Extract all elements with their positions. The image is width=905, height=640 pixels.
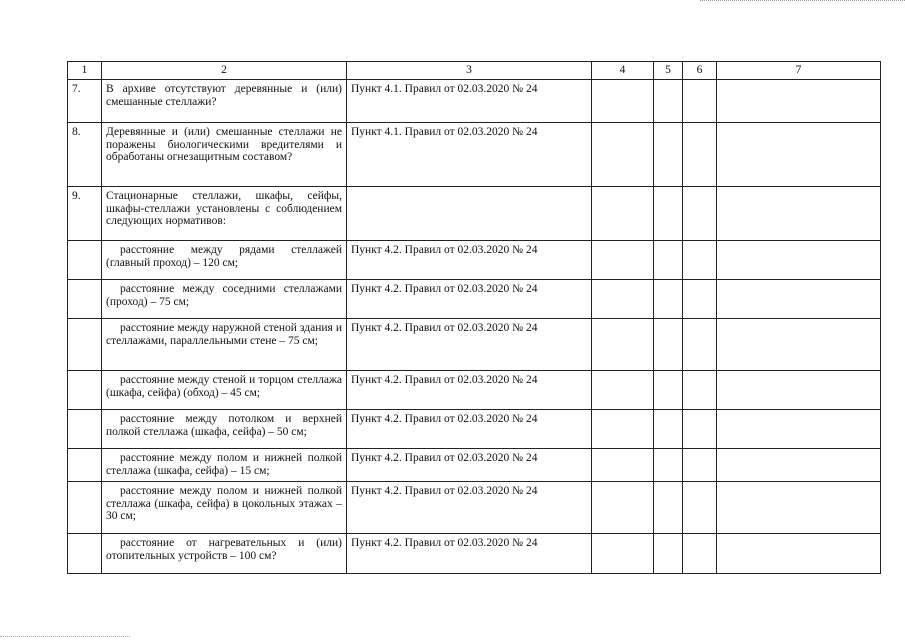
reference-cell: Пункт 4.2. Правил от 02.03.2020 № 24: [347, 371, 592, 410]
answer-cell-4[interactable]: [592, 410, 654, 449]
reference-cell: [347, 187, 592, 241]
row-number: [68, 482, 102, 534]
row-number: [68, 280, 102, 319]
answer-cell-5[interactable]: [654, 410, 683, 449]
answer-cell-4[interactable]: [592, 449, 654, 482]
question-cell: Деревянные и (или) смешанные стеллажи не поражены биологическими вредителями и обработаны огнезащитным составом?: [102, 123, 347, 187]
note-cell[interactable]: [717, 187, 881, 241]
row-number: 8.: [68, 123, 102, 187]
answer-cell-5[interactable]: [654, 80, 683, 123]
scan-edge-bottom: [0, 636, 130, 638]
table-row: [68, 187, 881, 241]
answer-cell-6[interactable]: [683, 410, 717, 449]
answer-cell-6[interactable]: [683, 280, 717, 319]
answer-cell-4[interactable]: [592, 241, 654, 280]
question-cell: расстояние между полом и нижней полкой стеллажа (шкафа, сейфа) – 15 см;: [102, 449, 347, 482]
answer-cell-6[interactable]: [683, 187, 717, 241]
table-row: [68, 319, 881, 371]
question-cell: расстояние между соседними стеллажами (проход) – 75 см;: [102, 280, 347, 319]
answer-cell-6[interactable]: [683, 449, 717, 482]
answer-cell-5[interactable]: [654, 371, 683, 410]
answer-cell-6[interactable]: [683, 319, 717, 371]
question-cell: расстояние от нагревательных и (или) отопительных устройств – 100 см?: [102, 534, 347, 574]
note-cell[interactable]: [717, 123, 881, 187]
question-cell: расстояние между полом и нижней полкой стеллажа (шкафа, сейфа) в цокольных этажах – 30 см;: [102, 482, 347, 534]
reference-cell: Пункт 4.2. Правил от 02.03.2020 № 24: [347, 534, 592, 574]
question-cell: Стационарные стеллажи, шкафы, сейфы, шкафы-стеллажи установлены с соблюдением следующих нормативов:: [102, 187, 347, 241]
reference-cell: Пункт 4.1. Правил от 02.03.2020 № 24: [347, 123, 592, 187]
table-row: [68, 80, 881, 123]
answer-cell-5[interactable]: [654, 187, 683, 241]
column-header-6: 6: [683, 62, 717, 80]
answer-cell-4[interactable]: [592, 371, 654, 410]
question-cell: В архиве отсутствуют деревянные и (или) смешанные стеллажи?: [102, 80, 347, 123]
note-cell[interactable]: [717, 319, 881, 371]
reference-cell: Пункт 4.2. Правил от 02.03.2020 № 24: [347, 449, 592, 482]
table-row: [68, 410, 881, 449]
table-row: [68, 482, 881, 534]
answer-cell-4[interactable]: [592, 319, 654, 371]
answer-cell-6[interactable]: [683, 482, 717, 534]
answer-cell-5[interactable]: [654, 241, 683, 280]
row-number: [68, 534, 102, 574]
reference-cell: Пункт 4.2. Правил от 02.03.2020 № 24: [347, 482, 592, 534]
table-row: [68, 371, 881, 410]
answer-cell-4[interactable]: [592, 80, 654, 123]
question-cell: расстояние между наружной стеной здания и стеллажами, параллельными стене – 75 см;: [102, 319, 347, 371]
answer-cell-4[interactable]: [592, 534, 654, 574]
note-cell[interactable]: [717, 80, 881, 123]
note-cell[interactable]: [717, 482, 881, 534]
row-number: [68, 449, 102, 482]
row-number: [68, 371, 102, 410]
reference-cell: Пункт 4.2. Правил от 02.03.2020 № 24: [347, 410, 592, 449]
answer-cell-6[interactable]: [683, 371, 717, 410]
reference-cell: Пункт 4.2. Правил от 02.03.2020 № 24: [347, 280, 592, 319]
answer-cell-4[interactable]: [592, 187, 654, 241]
column-header-1: 1: [68, 62, 102, 80]
row-number: 7.: [68, 80, 102, 123]
answer-cell-5[interactable]: [654, 319, 683, 371]
column-header-7: 7: [717, 62, 881, 80]
answer-cell-4[interactable]: [592, 123, 654, 187]
note-cell[interactable]: [717, 241, 881, 280]
answer-cell-6[interactable]: [683, 80, 717, 123]
table-row: [68, 449, 881, 482]
column-header-5: 5: [654, 62, 683, 80]
answer-cell-6[interactable]: [683, 123, 717, 187]
note-cell[interactable]: [717, 449, 881, 482]
checklist-table: [67, 61, 881, 574]
row-number: [68, 241, 102, 280]
table-row: [68, 534, 881, 574]
table-row: [68, 123, 881, 187]
column-header-3: 3: [347, 62, 592, 80]
note-cell[interactable]: [717, 534, 881, 574]
note-cell[interactable]: [717, 280, 881, 319]
question-cell: расстояние между рядами стеллажей (главный проход) – 120 см;: [102, 241, 347, 280]
reference-cell: Пункт 4.2. Правил от 02.03.2020 № 24: [347, 319, 592, 371]
answer-cell-4[interactable]: [592, 482, 654, 534]
table-row: [68, 241, 881, 280]
reference-cell: Пункт 4.1. Правил от 02.03.2020 № 24: [347, 80, 592, 123]
row-number: [68, 319, 102, 371]
row-number: [68, 410, 102, 449]
header-row: [68, 62, 881, 80]
answer-cell-5[interactable]: [654, 449, 683, 482]
note-cell[interactable]: [717, 371, 881, 410]
answer-cell-5[interactable]: [654, 280, 683, 319]
answer-cell-5[interactable]: [654, 482, 683, 534]
scan-edge-top: [700, 0, 905, 2]
row-number: 9.: [68, 187, 102, 241]
column-header-4: 4: [592, 62, 654, 80]
note-cell[interactable]: [717, 410, 881, 449]
question-cell: расстояние между потолком и верхней полкой стеллажа (шкафа, сейфа) – 50 см;: [102, 410, 347, 449]
reference-cell: Пункт 4.2. Правил от 02.03.2020 № 24: [347, 241, 592, 280]
column-header-2: 2: [102, 62, 347, 80]
answer-cell-4[interactable]: [592, 280, 654, 319]
table-row: [68, 280, 881, 319]
answer-cell-6[interactable]: [683, 534, 717, 574]
answer-cell-5[interactable]: [654, 123, 683, 187]
answer-cell-6[interactable]: [683, 241, 717, 280]
question-cell: расстояние между стеной и торцом стеллажа (шкафа, сейфа) (обход) – 45 см;: [102, 371, 347, 410]
answer-cell-5[interactable]: [654, 534, 683, 574]
